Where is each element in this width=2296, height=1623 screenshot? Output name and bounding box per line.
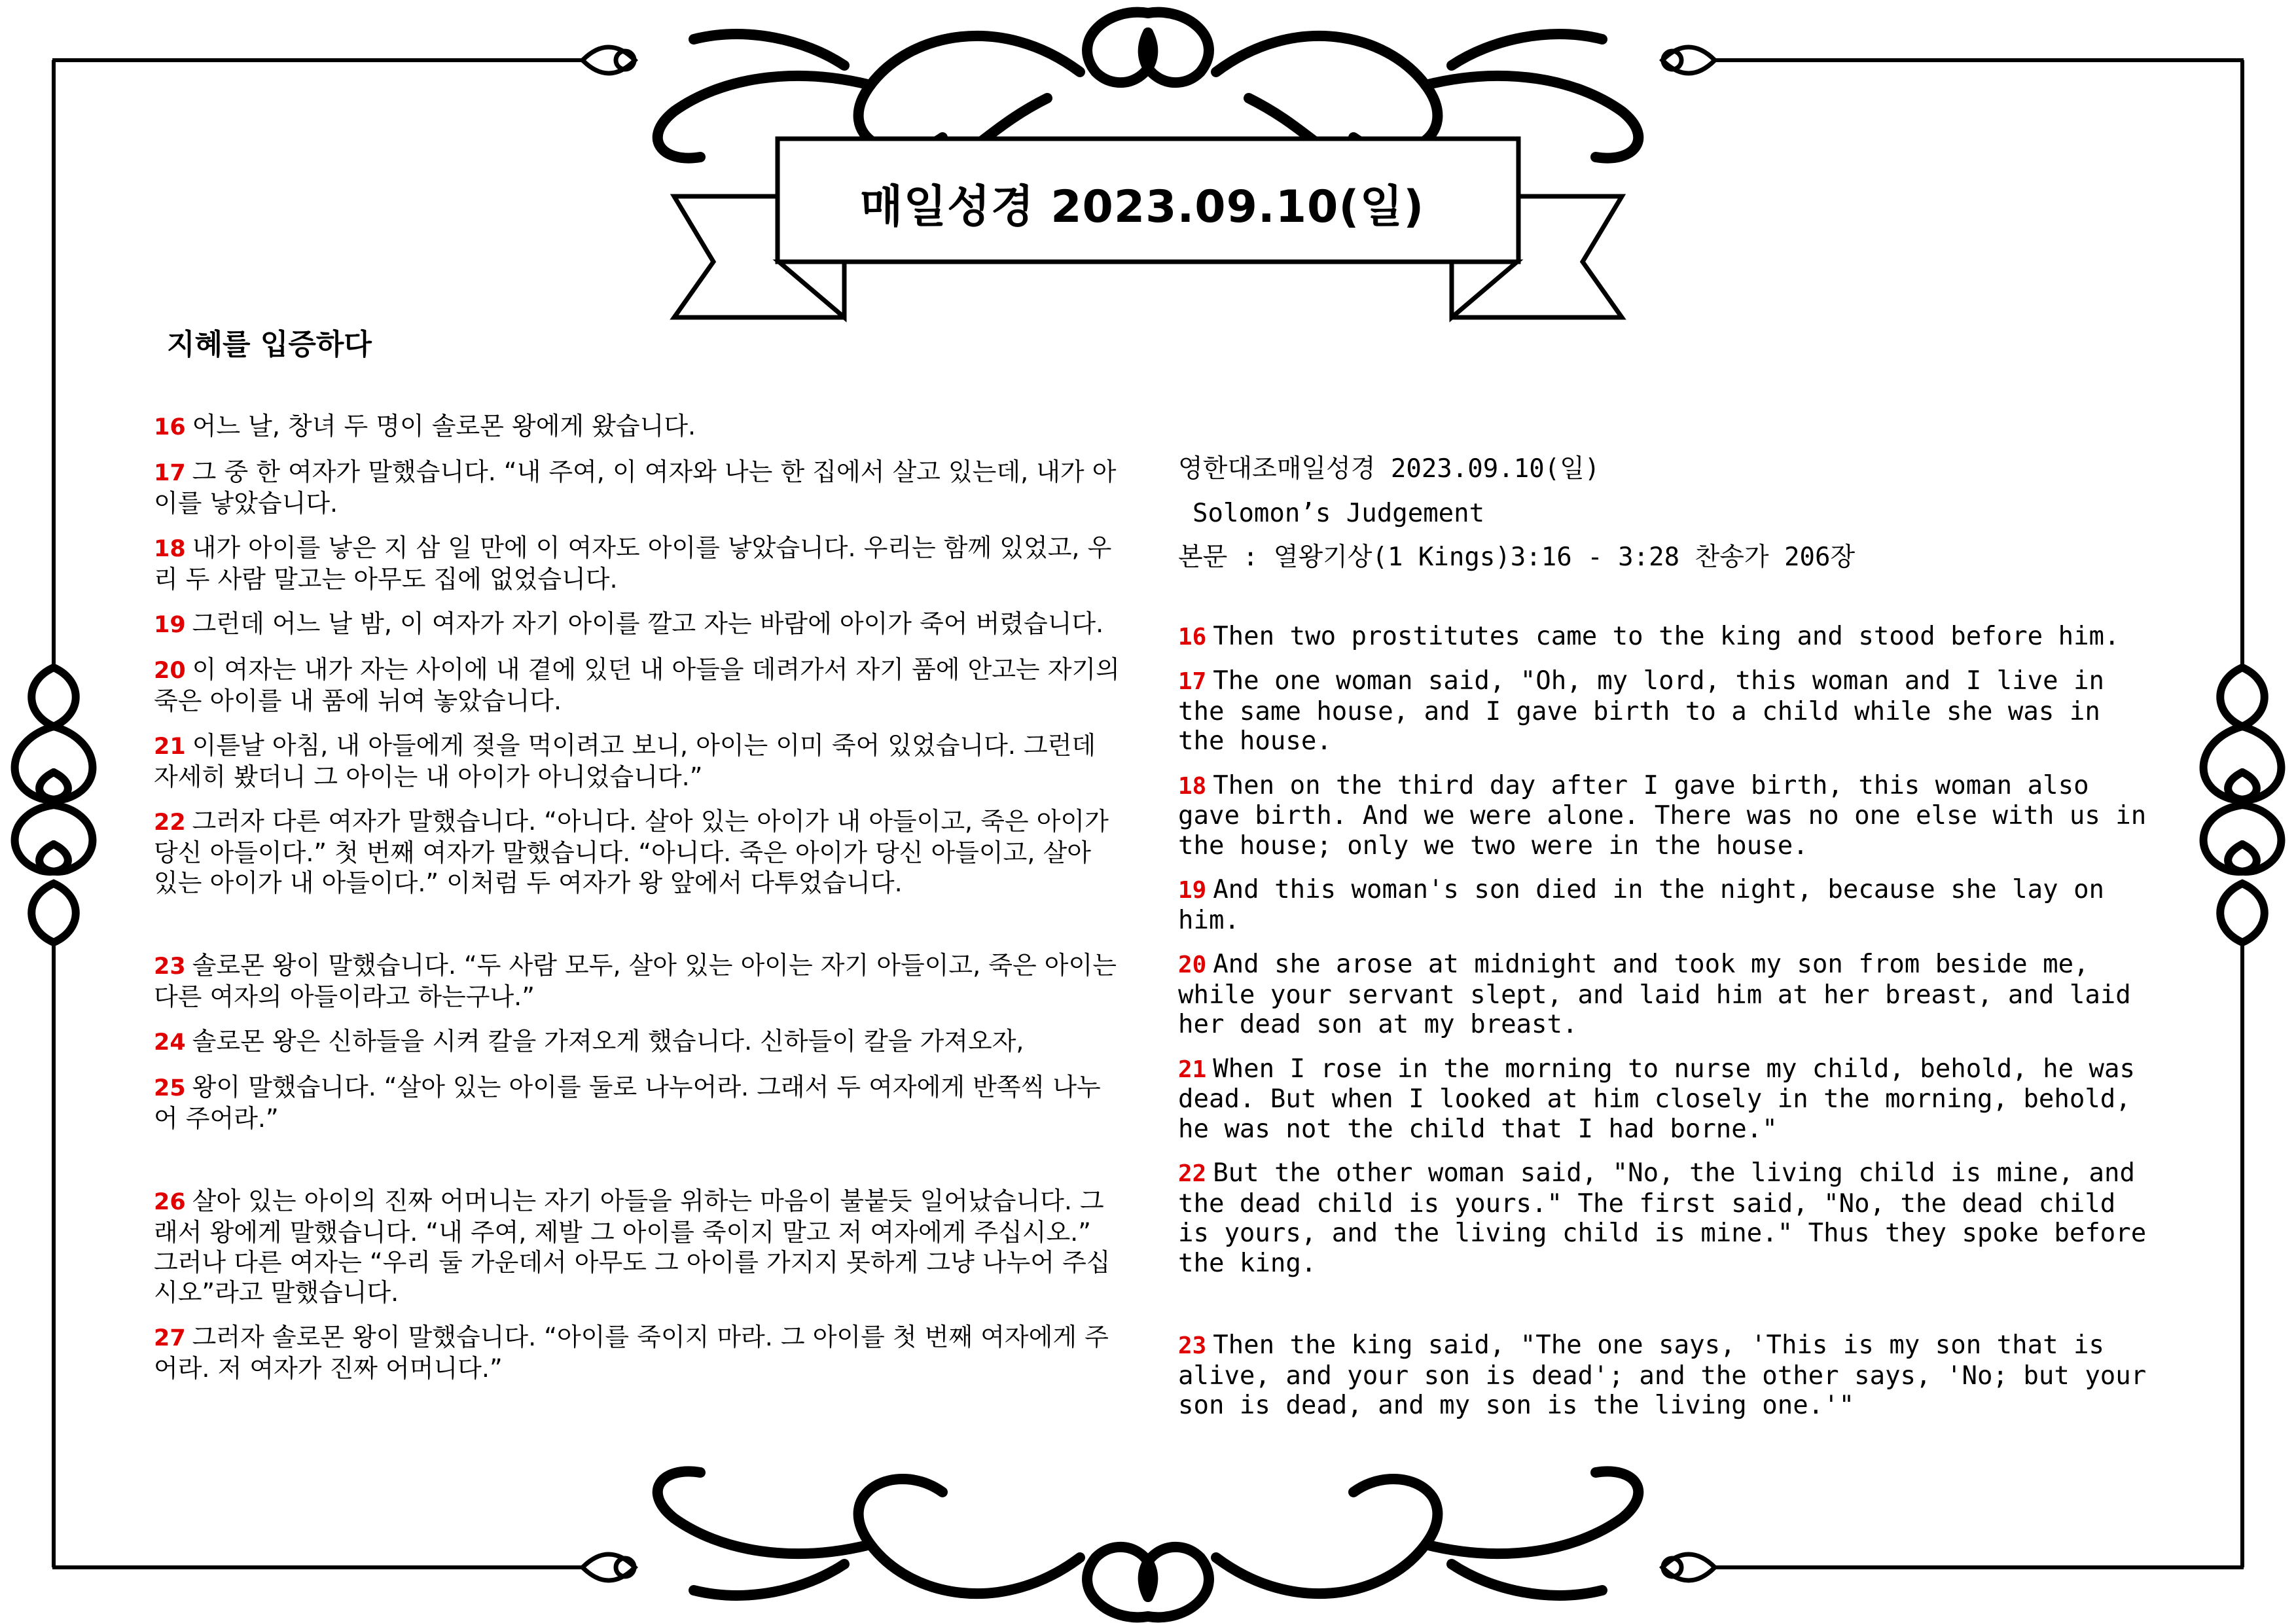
verse-text: And this woman's son died in the night, because she lay on him. bbox=[1178, 875, 2105, 935]
korean-verses bbox=[154, 411, 1122, 1398]
verse-text: 이튿날 아침, 내 아들에게 젖을 먹이려고 보니, 아이는 이미 죽어 있었습니다. 그런데 자세히 봤더니 그 아이는 내 아이가 아니었습니다.” bbox=[154, 731, 1096, 791]
korean-verse-18 bbox=[154, 533, 1122, 594]
verse-text: When I rose in the morning to nurse my child, behold, he was dead. But when I looked at him closely in the morning, behold, he was not the child that I had borne." bbox=[1178, 1054, 2136, 1144]
verse-number: 19 bbox=[1178, 877, 1207, 904]
verse-number: 18 bbox=[154, 536, 186, 562]
verse-text: 솔로몬 왕이 말했습니다. “두 사람 모두, 살아 있는 아이는 자기 아들이고, 죽은 아이는 다른 여자의 아들이라고 하는구나.” bbox=[154, 951, 1117, 1011]
verse-number: 20 bbox=[154, 658, 186, 684]
korean-heading: 지혜를 입증하다 bbox=[167, 328, 372, 361]
english-verse-20 bbox=[1178, 950, 2147, 1040]
verse-text: Then two prostitutes came to the king and stood before him. bbox=[1213, 621, 2120, 651]
verse-number: 19 bbox=[154, 612, 186, 638]
verse-number: 22 bbox=[154, 810, 186, 836]
verse-text: 왕이 말했습니다. “살아 있는 아이를 둘로 나누어라. 그래서 두 여자에게 반쪽씩 나누어 주어라.” bbox=[154, 1073, 1101, 1133]
verse-text: The one woman said, "Oh, my lord, this woman and I live in the same house, and I gave birth to a child while she was in the house. bbox=[1178, 666, 2105, 756]
verse-number: 26 bbox=[154, 1189, 186, 1215]
verse-number: 16 bbox=[1178, 623, 1207, 651]
verse-number: 16 bbox=[154, 414, 186, 440]
korean-verse-25 bbox=[154, 1072, 1122, 1133]
english-verse-16 bbox=[1178, 622, 2147, 652]
verse-text: 솔로몬 왕은 신하들을 시켜 칼을 가져오게 했습니다. 신하들이 칼을 가져오자, bbox=[192, 1027, 1024, 1056]
verse-text: 그 중 한 여자가 말했습니다. “내 주여, 이 여자와 나는 한 집에서 살고 있는데, 내가 아이를 낳았습니다. bbox=[154, 457, 1117, 518]
banner-title: 매일성경 2023.09.10(일) bbox=[859, 181, 1425, 233]
korean-verse-17 bbox=[154, 457, 1122, 518]
verse-text: 그러자 솔로몬 왕이 말했습니다. “아이를 죽이지 마라. 그 아이를 첫 번째 여자에게 주어라. 저 여자가 진짜 어머니다.” bbox=[154, 1323, 1109, 1383]
english-verse-22 bbox=[1178, 1158, 2147, 1278]
verse-text: Then the king said, "The one says, 'This is my son that is alive, and your son is dead'; and the other says, 'No; but your son is dead, and my son is the living one.'" bbox=[1178, 1330, 2147, 1420]
source-title: 영한대조매일성경 2023.09.10(일) bbox=[1178, 454, 1600, 484]
verse-text: But the other woman said, "No, the living child is mine, and the dead child is yours." The first said, "No, the dead child is yours, and the living child is mine." Thus they spoke before the king. bbox=[1178, 1158, 2147, 1278]
korean-verse-27 bbox=[154, 1322, 1122, 1383]
verse-number: 27 bbox=[154, 1325, 186, 1351]
english-verse-18 bbox=[1178, 771, 2147, 861]
verse-number: 18 bbox=[1178, 772, 1207, 800]
korean-verse-21 bbox=[154, 730, 1122, 792]
verse-number: 22 bbox=[1178, 1160, 1207, 1187]
english-verse-17 bbox=[1178, 666, 2147, 757]
korean-verse-19 bbox=[154, 609, 1122, 640]
korean-verse-20 bbox=[154, 654, 1122, 716]
verse-text: And she arose at midnight and took my son from beside me, while your servant slept, and laid him at her breast, and laid her dead son at my breast. bbox=[1178, 950, 2131, 1039]
english-verse-23 bbox=[1178, 1330, 2147, 1421]
english-verse-21 bbox=[1178, 1054, 2147, 1145]
verse-number: 21 bbox=[154, 734, 186, 760]
english-verse-19 bbox=[1178, 875, 2147, 935]
verse-number: 21 bbox=[1178, 1056, 1207, 1083]
verse-number: 17 bbox=[1178, 668, 1207, 695]
verse-text: 그런데 어느 날 밤, 이 여자가 자기 아이를 깔고 자는 바람에 아이가 죽어 버렸습니다. bbox=[192, 609, 1104, 638]
verse-number: 23 bbox=[154, 954, 186, 980]
korean-verse-16 bbox=[154, 411, 1122, 442]
english-verses bbox=[1178, 454, 2147, 1435]
verse-number: 17 bbox=[154, 460, 186, 486]
korean-verse-23 bbox=[154, 950, 1122, 1012]
verse-text: 그러자 다른 여자가 말했습니다. “아니다. 살아 있는 아이가 내 아들이고, 죽은 아이가 당신 아들이다.” 첫 번째 여자가 말했습니다. “아니다. 죽은 아이가 당신 아들이고, 살아 있는 아이가 내 아들이다.” 이처럼 두 여자가 왕 앞에서 다투었습니다. bbox=[154, 807, 1109, 897]
verse-number: 20 bbox=[1178, 952, 1207, 978]
verse-text: 살아 있는 아이의 진짜 어머니는 자기 아들을 위하는 마음이 불붙듯 일어났습니다. 그래서 왕에게 말했습니다. “내 주여, 제발 그 아이를 죽이지 말고 저 여자에게 주십시오.” 그러나 다른 여자는 “우리 둘 가운데서 아무도 그 아이를 가지지 못하게 그냥 나누어 주십시오”라고 말했습니다. bbox=[154, 1186, 1111, 1307]
verse-number: 23 bbox=[1178, 1332, 1207, 1359]
verse-text: Then on the third day after I gave birth, this woman also gave birth. And we were alone. There was no one else with us in the house; only we two were in the house. bbox=[1178, 770, 2147, 861]
passage-reference: 본문 : 열왕기상(1 Kings)3:16 - 3:28 찬송가 206장 bbox=[1178, 543, 1856, 572]
verse-text: 이 여자는 내가 자는 사이에 내 곁에 있던 내 아들을 데려가서 자기 품에 안고는 자기의 죽은 아이를 내 품에 뉘여 놓았습니다. bbox=[154, 655, 1120, 715]
korean-verse-24 bbox=[154, 1026, 1122, 1058]
korean-verse-26 bbox=[154, 1186, 1122, 1308]
korean-verse-22 bbox=[154, 806, 1122, 898]
verse-text: 내가 아이를 낳은 지 삼 일 만에 이 여자도 아이를 낳았습니다. 우리는 함께 있었고, 우리 두 사람 말고는 아무도 집에 없었습니다. bbox=[154, 533, 1112, 594]
verse-text: 어느 날, 창녀 두 명이 솔로몬 왕에게 왔습니다. bbox=[192, 412, 696, 440]
english-title: Solomon’s Judgement bbox=[1193, 498, 1485, 528]
verse-number: 24 bbox=[154, 1029, 186, 1056]
verse-number: 25 bbox=[154, 1075, 186, 1101]
